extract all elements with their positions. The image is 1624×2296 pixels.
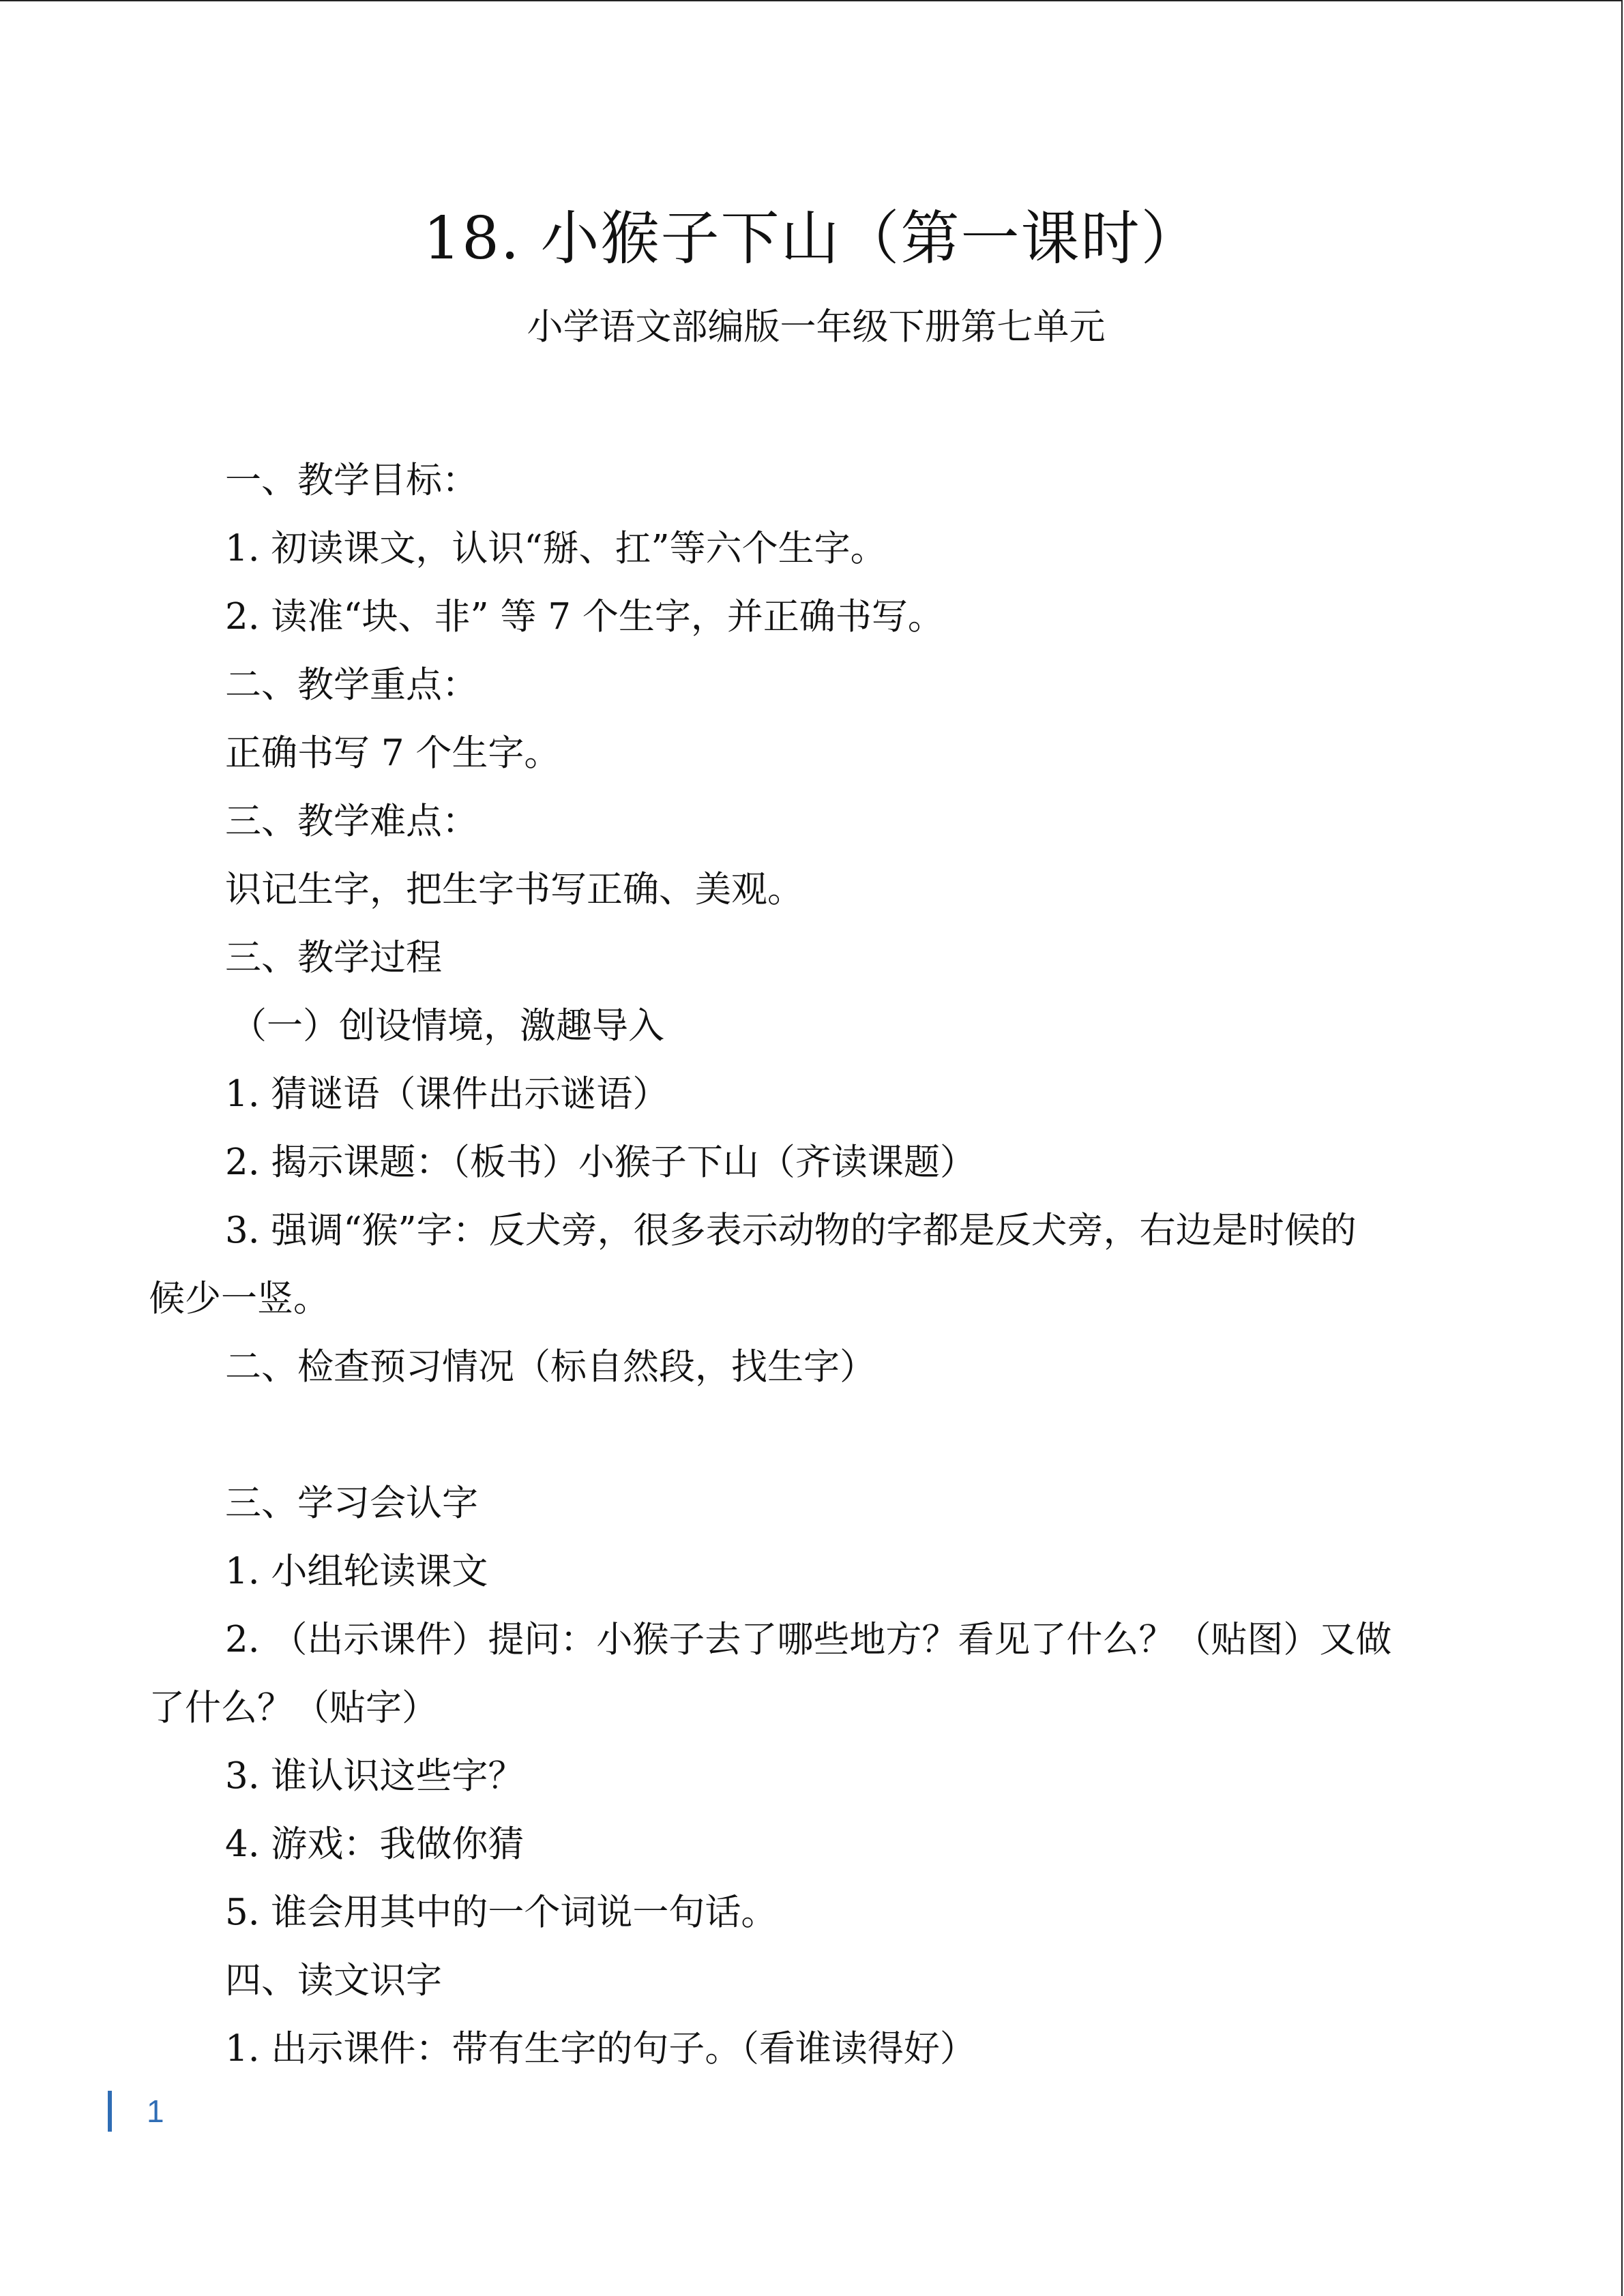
heading-key-points: 二、教学重点： — [225, 664, 478, 706]
heading-read-text: 四、读文识字 — [225, 1960, 442, 2001]
subtitle-text: 小学语文部编版一年级下册第七单元 — [527, 306, 1106, 348]
learn-item-1: 1. 小组轮读课文 — [225, 1551, 488, 1592]
document-subtitle — [0, 300, 1624, 355]
process-item-3: 3. 强调“猴”字：反犬旁，很多表示动物的字都是反犬旁，右边是时候的 — [225, 1210, 1357, 1251]
process-subheading-1: （一）创设情境，激趣导入 — [231, 1005, 664, 1047]
page-number: 1 — [147, 2093, 164, 2129]
objective-item-2: 2. 读准“块、非” 等 7 个生字，并正确书写。 — [225, 596, 944, 638]
learn-item-2: 2. （出示课件）提问：小猴子去了哪些地方？看见了什么？（贴图）又做 — [225, 1619, 1392, 1660]
key-point-text: 正确书写 7 个生字。 — [225, 732, 561, 774]
objective-item-1: 1. 初读课文，认识“掰、扛”等六个生字。 — [225, 528, 887, 569]
learn-item-5: 5. 谁会用其中的一个词说一句话。 — [225, 1892, 778, 1933]
process-item-2: 2. 揭示课题：（板书）小猴子下山（齐读课题） — [225, 1142, 976, 1183]
read-item-1: 1. 出示课件：带有生字的句子。（看谁读得好） — [225, 2028, 976, 2070]
heading-preview-check: 二、检查预习情况（标自然段，找生字） — [225, 1346, 876, 1388]
process-item-1: 1. 猜谜语（课件出示谜语） — [225, 1073, 669, 1115]
heading-difficulties: 三、教学难点： — [225, 801, 478, 842]
process-item-3-continued: 候少一竖。 — [149, 1278, 329, 1320]
difficulty-text: 识记生字，把生字书写正确、美观。 — [225, 869, 803, 910]
document-title: 18. 小猴子下山（第一课时） — [423, 205, 1201, 273]
learn-item-3: 3. 谁认识这些字？ — [225, 1755, 525, 1797]
learn-item-2-continued: 了什么？（贴字） — [149, 1687, 438, 1729]
heading-process: 三、教学过程 — [225, 937, 442, 979]
heading-objectives: 一、教学目标： — [225, 460, 478, 501]
footer-accent-bar — [108, 2091, 112, 2132]
heading-learn-characters: 三、学习会认字 — [225, 1482, 478, 1524]
learn-item-4: 4. 游戏：我做你猜 — [225, 1823, 525, 1865]
